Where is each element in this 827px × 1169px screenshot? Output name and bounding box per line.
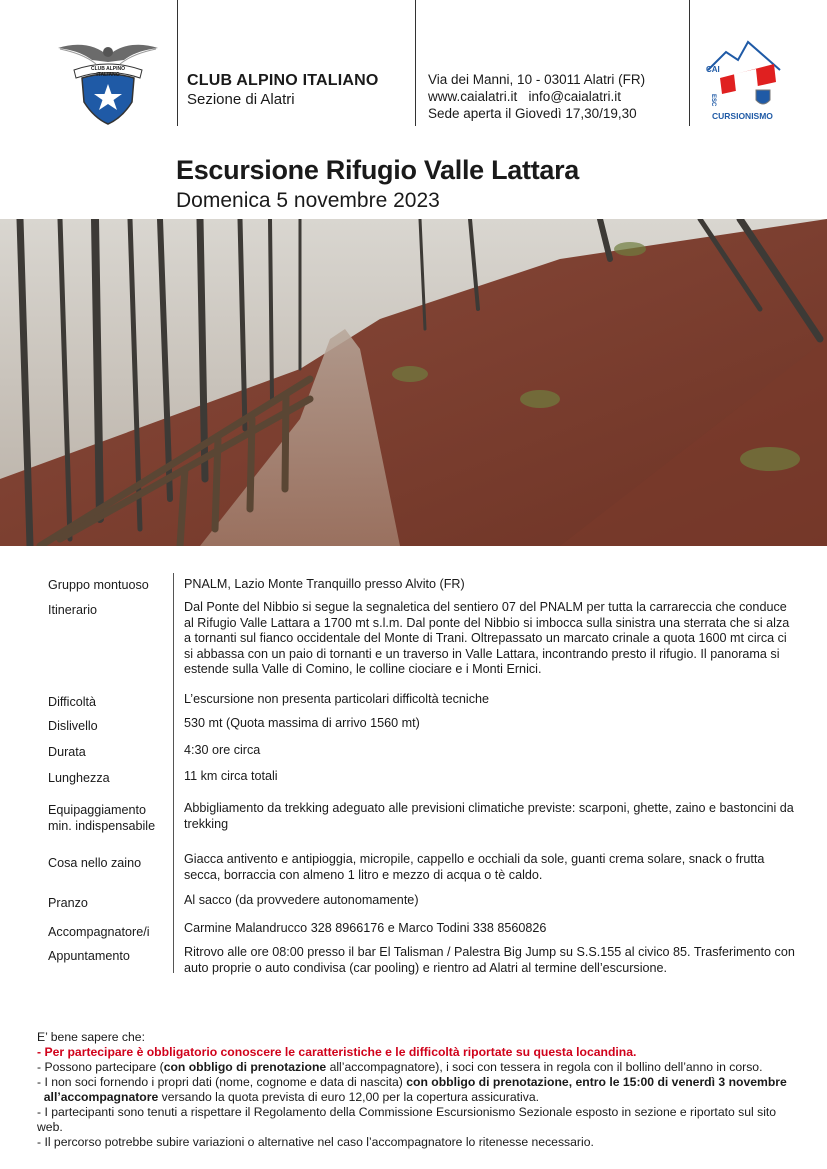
event-date: Domenica 5 novembre 2023 — [176, 189, 440, 212]
label-cosa-nello-zaino: Cosa nello zaino — [48, 856, 142, 870]
value-accompagnatori: Carmine Malandrucco 328 8966176 e Marco Todini 338 8560826 — [184, 921, 547, 935]
esc-logo-cai: CAI — [706, 65, 720, 74]
value-lunghezza: 11 km circa totali — [184, 769, 278, 783]
cai-logo — [56, 38, 160, 126]
esc-logo-esc: ESC — [710, 94, 716, 107]
esc-logo-word: CURSIONISMO — [712, 111, 773, 121]
label-equipaggiamento: Equipaggiamento min. indispensabile — [48, 803, 156, 833]
notes-members: - Possono partecipare (con obbligo di prenotazione all’accompagnatore), i soci con tessera in regola con il bollino dell’anno in corso. — [37, 1060, 763, 1074]
label-appuntamento: Appuntamento — [48, 949, 130, 963]
label-lunghezza: Lunghezza — [48, 771, 110, 785]
notes-warning: - Per partecipare è obbligatorio conoscere le caratteristiche e le difficoltà riportate su questa locandina. — [37, 1045, 637, 1059]
value-appuntamento: Ritrovo alle ore 08:00 presso il bar El Talisman / Palestra Big Jump su S.S.155 al civico 85. Trasferimento con auto proprie o auto condivisa (car pooling) e rientro ad Alatri al termine dell’escursione. — [184, 945, 795, 975]
label-gruppo-montuoso: Gruppo montuoso — [48, 578, 149, 592]
forest-trail-photo — [0, 219, 827, 546]
notes-non-members: - I non soci fornendo i propri dati (nome, cognome e data di nascita) con obbligo di prenotazione, entro le 15:00 di venerdì 3 novembre all’accompagnatore versando la quota prevista di euro 12,00 per la copertura assicurativa. — [37, 1075, 787, 1104]
value-difficolta: L’escursione non presenta particolari difficoltà tecniche — [184, 692, 489, 706]
notes-regulation: - I partecipanti sono tenuti a rispettare il Regolamento della Commissione Escursionismo Sezionale esposto in sezione e riportato sul sito web. — [37, 1105, 777, 1134]
notes-heading: E’ bene sapere che: — [37, 1030, 145, 1044]
header-divider-2 — [415, 0, 416, 126]
escursionismo-logo — [704, 38, 784, 122]
opening-hours: Sede aperta il Giovedì 17,30/19,30 — [428, 106, 637, 121]
org-section: Sezione di Alatri — [187, 91, 295, 108]
notes-section — [37, 1030, 797, 1150]
header-divider-3 — [689, 0, 690, 126]
label-pranzo: Pranzo — [48, 896, 88, 910]
org-name: CLUB ALPINO ITALIANO — [187, 72, 379, 89]
event-title: Escursione Rifugio Valle Lattara — [176, 155, 580, 185]
website-link[interactable]: www.caialatri.it — [428, 89, 518, 104]
value-cosa-nello-zaino: Giacca antivento e antipioggia, micropile, cappello e occhiali da sole, guanti crema solare, snack o frutta secca, borraccia con almeno 1 litro e mezzo di acqua o tè caldo. — [184, 852, 765, 882]
label-durata: Durata — [48, 745, 86, 759]
header-divider-1 — [177, 0, 178, 126]
label-accompagnatori: Accompagnatore/i — [48, 925, 150, 939]
email-link[interactable]: info@caialatri.it — [528, 89, 622, 104]
value-gruppo-montuoso: PNALM, Lazio Monte Tranquillo presso Alvito (FR) — [184, 577, 465, 591]
contact-block — [428, 71, 645, 122]
details-divider — [173, 573, 174, 973]
label-itinerario: Itinerario — [48, 603, 97, 617]
logo-ribbon-text: CLUB ALPINO ITALIANO — [91, 66, 125, 78]
value-itinerario: Dal Ponte del Nibbio si segue la segnaletica del sentiero 07 del PNALM per tutta la carrareccia che conduce al Rifugio Valle Lattara a 1700 mt s.l.m. Dal ponte del Nibbio si imbocca sulla sinistra una sterrata che si alza a tornanti sul fianco occidentale del Monte di Trani. Oltrepassato un marcato crinale a quota 1600 mt circa ci si abbassa con un paio di tornanti e un traverso in Valle Lattara, incontrando presto il rifugio. Il panorama si estende sulla Valle di Comino, le colline ciociare e i Monti Ernici. — [184, 600, 790, 676]
value-pranzo: Al sacco (da provvedere autonomamente) — [184, 893, 419, 907]
value-dislivello: 530 mt (Quota massima di arrivo 1560 mt) — [184, 716, 420, 730]
value-durata: 4:30 ore circa — [184, 743, 261, 757]
notes-route-changes: - Il percorso potrebbe subire variazioni o alternative nel caso l’accompagnatore lo ritenesse necessario. — [37, 1135, 594, 1149]
label-dislivello: Dislivello — [48, 719, 98, 733]
label-difficolta: Difficoltà — [48, 695, 97, 709]
address: Via dei Manni, 10 - 03011 Alatri (FR) — [428, 72, 646, 87]
value-equipaggiamento: Abbigliamento da trekking adeguato alle previsioni climatiche previste: scarponi, ghette, zaino e bastoncini da trekking — [184, 801, 794, 831]
